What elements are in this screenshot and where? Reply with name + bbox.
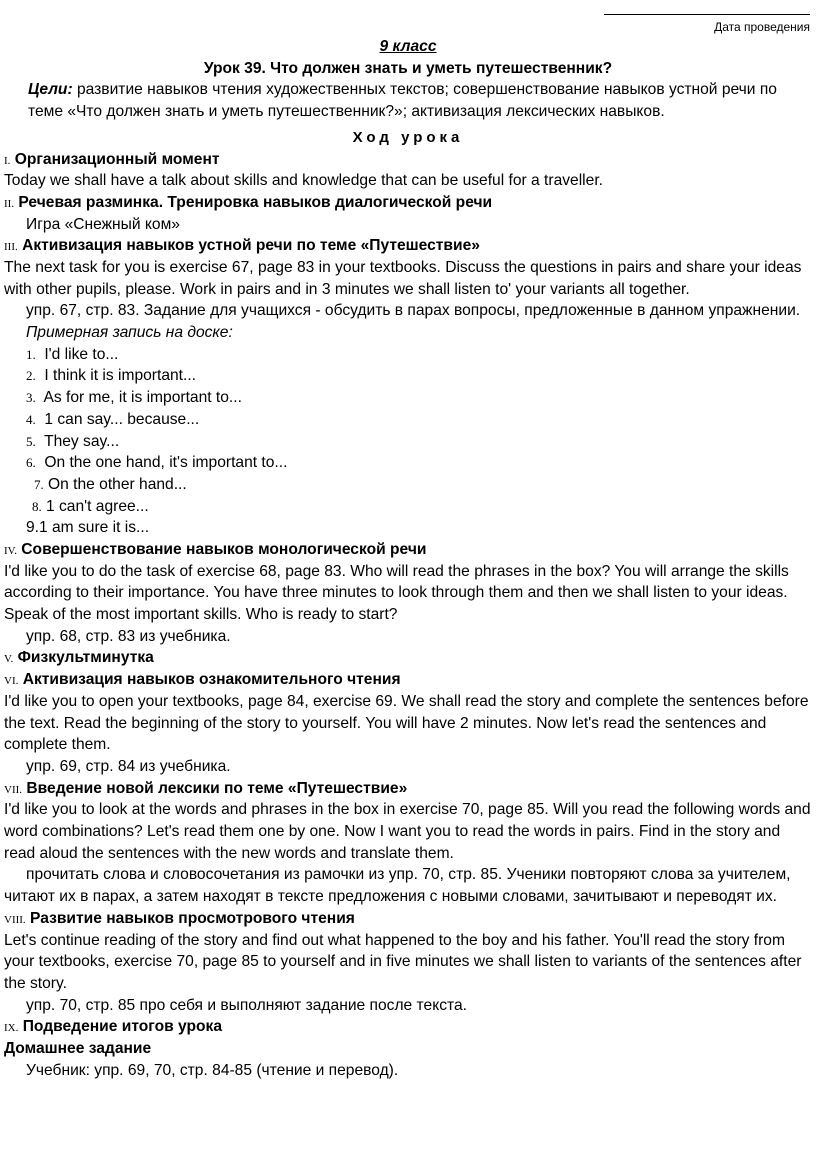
board-item-5 bbox=[4, 431, 812, 453]
date-label: Дата проведения bbox=[714, 20, 810, 34]
section-4-heading bbox=[4, 539, 812, 561]
board-item-7 bbox=[4, 474, 812, 496]
section-8-note: упр. 70, стр. 85 про себя и выполняют задание после текста. bbox=[26, 996, 467, 1014]
board-label: Примерная запись на доске: bbox=[26, 324, 233, 342]
section-5-number: V. bbox=[4, 653, 14, 666]
section-6-heading bbox=[4, 669, 812, 691]
section-4-title: Совершенствование навыков монологической речи bbox=[21, 540, 427, 558]
board-item-text: 1 can't agree... bbox=[46, 497, 149, 515]
section-3-heading bbox=[4, 235, 812, 257]
homework-text: Учебник: упр. 69, 70, стр. 84-85 (чтение и перевод). bbox=[26, 1061, 399, 1079]
board-item-9 bbox=[4, 517, 812, 539]
section-2-text: Игра «Снежный ком» bbox=[26, 215, 180, 233]
section-3-text: The next task for you is exercise 67, page 83 in your textbooks. Discuss the questions in pairs and share your ideas with other pupils, please. Work in pairs and in 3 minutes we shall listen to' your variants all together. bbox=[4, 258, 802, 298]
section-7-heading bbox=[4, 778, 812, 800]
section-2-heading bbox=[4, 192, 812, 214]
section-5-heading bbox=[4, 647, 812, 669]
section-9-heading bbox=[4, 1016, 812, 1038]
section-2-number: II. bbox=[4, 197, 15, 210]
board-item-8 bbox=[4, 496, 812, 518]
board-item-number: 5. bbox=[26, 433, 36, 449]
section-3-note-text: упр. 67, стр. 83. Задание для учащихся - обсудить в парах вопросы, предложенные в данном упражнении. bbox=[26, 302, 801, 320]
section-3-note bbox=[4, 300, 812, 322]
section-3-number: III. bbox=[4, 241, 18, 254]
board-item-text: As for me, it is important to... bbox=[43, 389, 242, 407]
board-item-number: 8. bbox=[32, 498, 42, 514]
board-item-6 bbox=[4, 452, 812, 474]
board-item-number: 7. bbox=[34, 476, 44, 492]
homework-heading: Домашнее задание bbox=[4, 1040, 152, 1058]
course-heading: Ход урока bbox=[352, 128, 464, 146]
section-1-text: Today we shall have a talk about skills and knowledge that can be useful for a traveller. bbox=[4, 172, 603, 190]
board-item-4 bbox=[4, 409, 812, 431]
grade-heading: 9 класс bbox=[379, 38, 437, 55]
section-4-note: упр. 68, стр. 83 из учебника. bbox=[26, 627, 231, 645]
lesson-goals bbox=[4, 79, 812, 122]
section-7-title: Введение новой лексики по теме «Путешествие» bbox=[26, 779, 408, 797]
section-4-text: I'd like you to do the task of exercise 68, page 83. Who will read the phrases in the box? You will arrange the skills according to their importance. You have three minutes to look through them and then we shall listen to your ideas. Speak of the most important skills. Who is ready to start? bbox=[4, 562, 789, 624]
board-item-number: 4. bbox=[26, 411, 36, 427]
section-6-note: упр. 69, стр. 84 из учебника. bbox=[26, 757, 231, 775]
board-item-text: I think it is important... bbox=[44, 367, 197, 385]
board-item-text: I'd like to... bbox=[44, 345, 119, 363]
board-item-text: They say... bbox=[44, 432, 120, 450]
section-8-heading bbox=[4, 908, 812, 930]
section-9-number: IX. bbox=[4, 1022, 19, 1035]
section-8-number: VIII. bbox=[4, 913, 26, 926]
board-item-text: 1 can say... because... bbox=[44, 410, 200, 428]
lesson-content bbox=[4, 36, 812, 1081]
section-6-title: Активизация навыков ознакомительного чтения bbox=[22, 671, 401, 689]
board-item-3 bbox=[4, 387, 812, 409]
section-1-number: I. bbox=[4, 154, 11, 167]
board-item-number: 2. bbox=[26, 368, 36, 384]
section-7-note-text: прочитать слова и словосочетания из рамочки из упр. 70, стр. 85. Ученики повторяют слова за учителем, читают их в парах, а затем находят в тексте предложения с новыми словами, зачитывают и переводят их. bbox=[4, 866, 791, 906]
section-8-text: Let's continue reading of the story and find out what happened to the boy and his father. You'll read the story from your textbooks, exercise 70, page 85 to yourself and in five minutes we shall listen to variants of the sentences after the story. bbox=[4, 931, 802, 992]
lesson-title: Урок 39. Что должен знать и уметь путешественник? bbox=[203, 59, 613, 77]
section-7-note bbox=[4, 864, 812, 907]
section-7-text: I'd like you to look at the words and phrases in the box in exercise 70, page 85. Will you read the following words and word combinations? Let's read them one by one. Now I want you to read the words in pairs. Find in the story and read aloud the sentences with the new words and translate them. bbox=[4, 801, 811, 862]
board-item-number: 3. bbox=[26, 390, 36, 406]
section-6-text: I'd like you to open your textbooks, page 84, exercise 69. We shall read the story and complete the sentences before the text. Read the beginning of the story to yourself. You will have 2 minutes. Now let's read the sentences and complete them. bbox=[4, 692, 809, 754]
section-3-title: Активизация навыков устной речи по теме «Путешествие» bbox=[22, 237, 480, 255]
board-item-number: 6. bbox=[26, 455, 36, 471]
section-1-heading bbox=[4, 149, 812, 171]
section-5-title: Физкультминутка bbox=[17, 649, 154, 667]
section-8-title: Развитие навыков просмотрового чтения bbox=[30, 909, 355, 927]
date-signature-line bbox=[604, 14, 810, 15]
board-item-text: On the other hand... bbox=[48, 475, 187, 493]
section-4-number: IV. bbox=[4, 544, 17, 557]
board-item-text: On the one hand, it's important to... bbox=[44, 454, 288, 472]
goals-text: развитие навыков чтения художественных текстов; совершенствование навыков устной речи по теме «Что должен знать и уметь путешественник?»; активизация лексических навыков. bbox=[28, 81, 777, 121]
section-7-number: VII. bbox=[4, 783, 23, 796]
section-2-title: Речевая разминка. Тренировка навыков диалогической речи bbox=[18, 193, 493, 211]
board-item-text: 9.1 am sure it is... bbox=[26, 519, 150, 537]
goals-label: Цели: bbox=[28, 81, 73, 99]
board-item-number: 1. bbox=[26, 346, 36, 362]
board-list bbox=[4, 344, 812, 539]
board-item-1 bbox=[4, 344, 812, 366]
board-item-2 bbox=[4, 365, 812, 387]
section-6-number: VI. bbox=[4, 675, 19, 688]
section-1-title: Организационный момент bbox=[14, 150, 220, 168]
section-9-title: Подведение итогов урока bbox=[22, 1018, 223, 1036]
